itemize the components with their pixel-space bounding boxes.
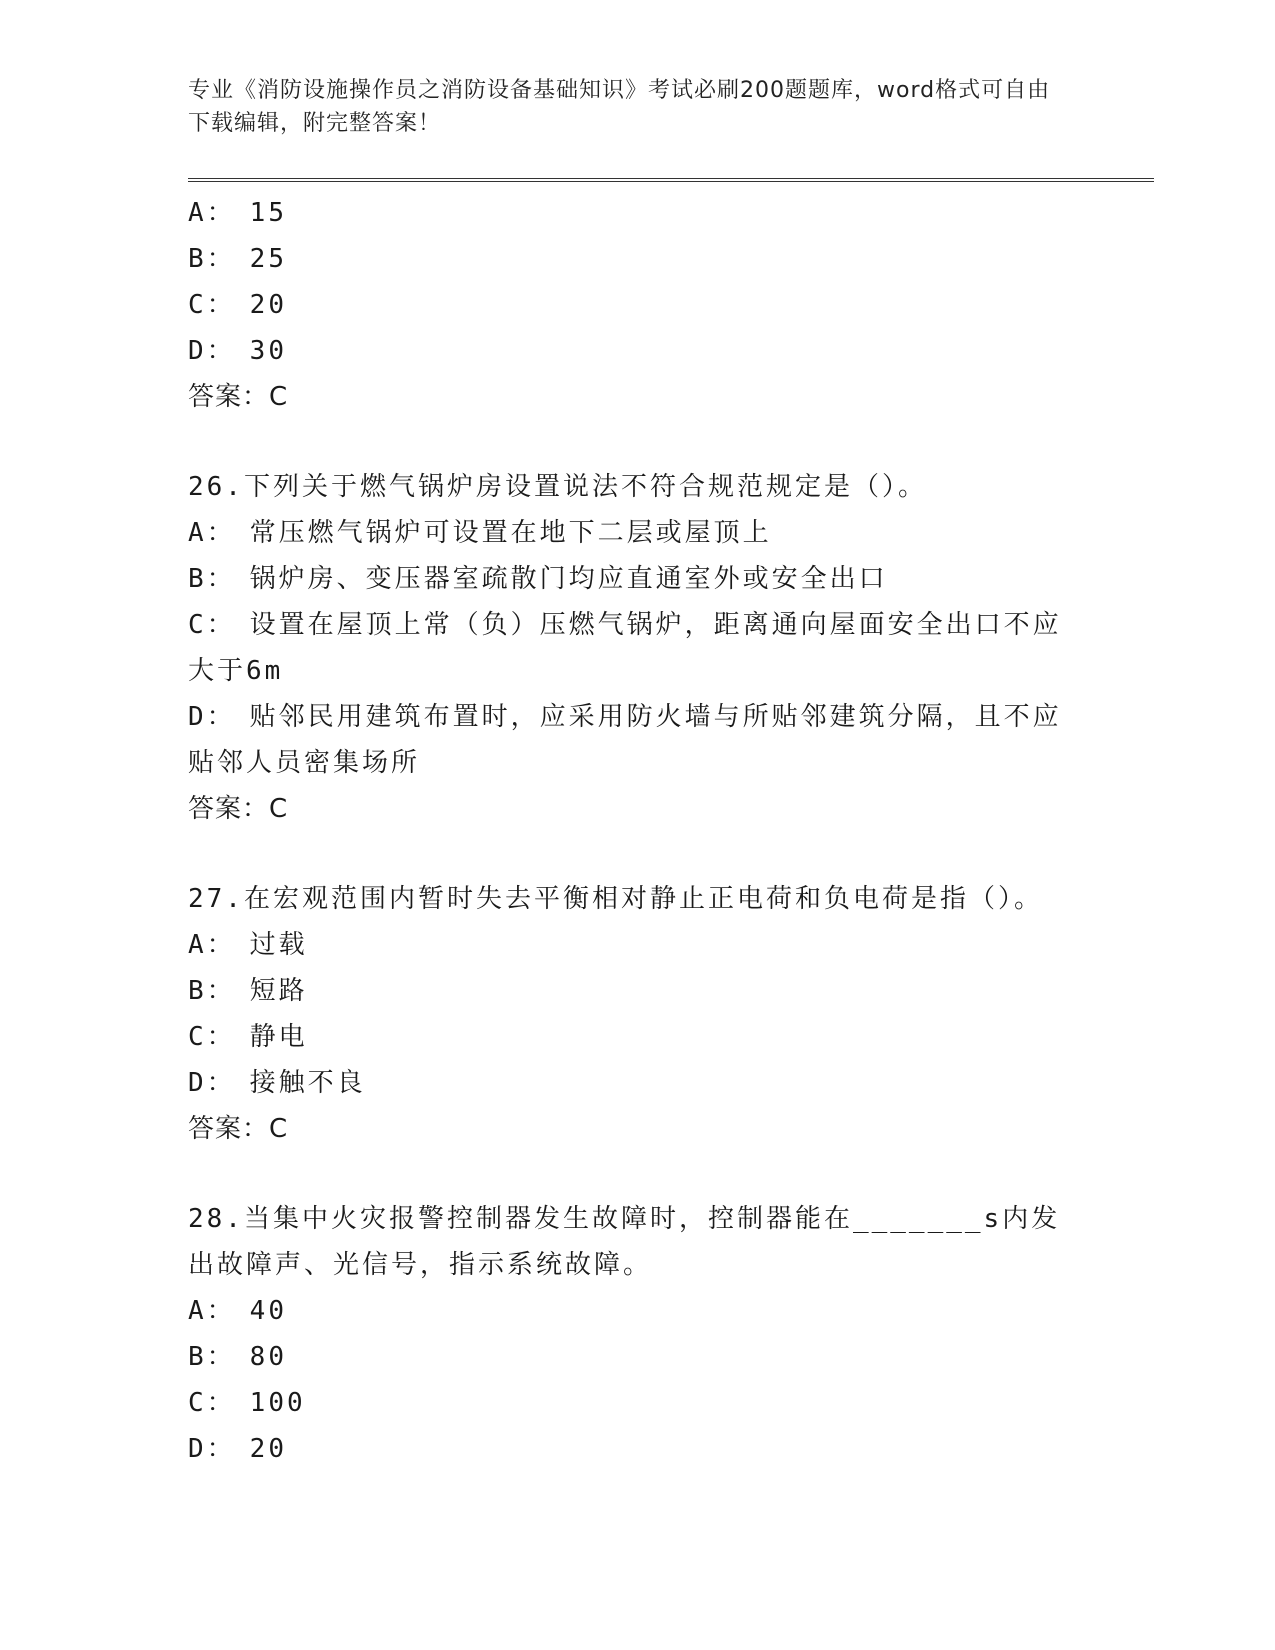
option-d: D： 接触不良 — [188, 1068, 366, 1098]
option-a: A： 15 — [188, 198, 287, 228]
option-c: C： 20 — [188, 290, 287, 320]
option-c: C： 静电 — [188, 1022, 308, 1052]
question-block-26 — [188, 464, 1088, 832]
question-text: 27.在宏观范围内暂时失去平衡相对静止正电荷和负电荷是指（）。 — [188, 884, 1043, 914]
question-block-27 — [188, 876, 1088, 1152]
option-b: B： 锅炉房、变压器室疏散门均应直通室外或安全出口 — [188, 564, 888, 594]
option-a: A： 常压燃气锅炉可设置在地下二层或屋顶上 — [188, 518, 772, 548]
question-number: 26. — [188, 472, 244, 502]
page-header — [188, 74, 1068, 140]
option-b: B： 25 — [188, 244, 287, 274]
option-c: C： 100 — [188, 1388, 306, 1418]
document-title: 专业《消防设施操作员之消防设备基础知识》考试必刷200题题库，word格式可自由下载编辑，附完整答案！ — [188, 78, 1051, 136]
question-text: 28.当集中火灾报警控制器发生故障时，控制器能在_______s内发出故障声、光信号，指示系统故障。 — [188, 1204, 1061, 1280]
answer-line: 答案：C — [188, 1114, 289, 1144]
question-block-25-continued — [188, 190, 1088, 420]
answer-line: 答案：C — [188, 382, 289, 412]
answer-line: 答案：C — [188, 794, 289, 824]
option-b: B： 80 — [188, 1342, 287, 1372]
header-divider — [188, 178, 1154, 182]
option-b: B： 短路 — [188, 976, 308, 1006]
question-list — [188, 190, 1088, 1472]
question-text: 26.下列关于燃气锅炉房设置说法不符合规范规定是（）。 — [188, 472, 927, 502]
question-number: 28. — [188, 1204, 244, 1234]
option-a: A： 过载 — [188, 930, 308, 960]
question-block-28 — [188, 1196, 1088, 1472]
option-a: A： 40 — [188, 1296, 287, 1326]
option-c: C： 设置在屋顶上常（负）压燃气锅炉，距离通向屋面安全出口不应大于6m — [188, 610, 1062, 686]
option-d: D： 贴邻民用建筑布置时，应采用防火墙与所贴邻建筑分隔，且不应贴邻人员密集场所 — [188, 702, 1062, 778]
option-d: D： 20 — [188, 1434, 287, 1464]
question-number: 27. — [188, 884, 244, 914]
option-d: D： 30 — [188, 336, 287, 366]
